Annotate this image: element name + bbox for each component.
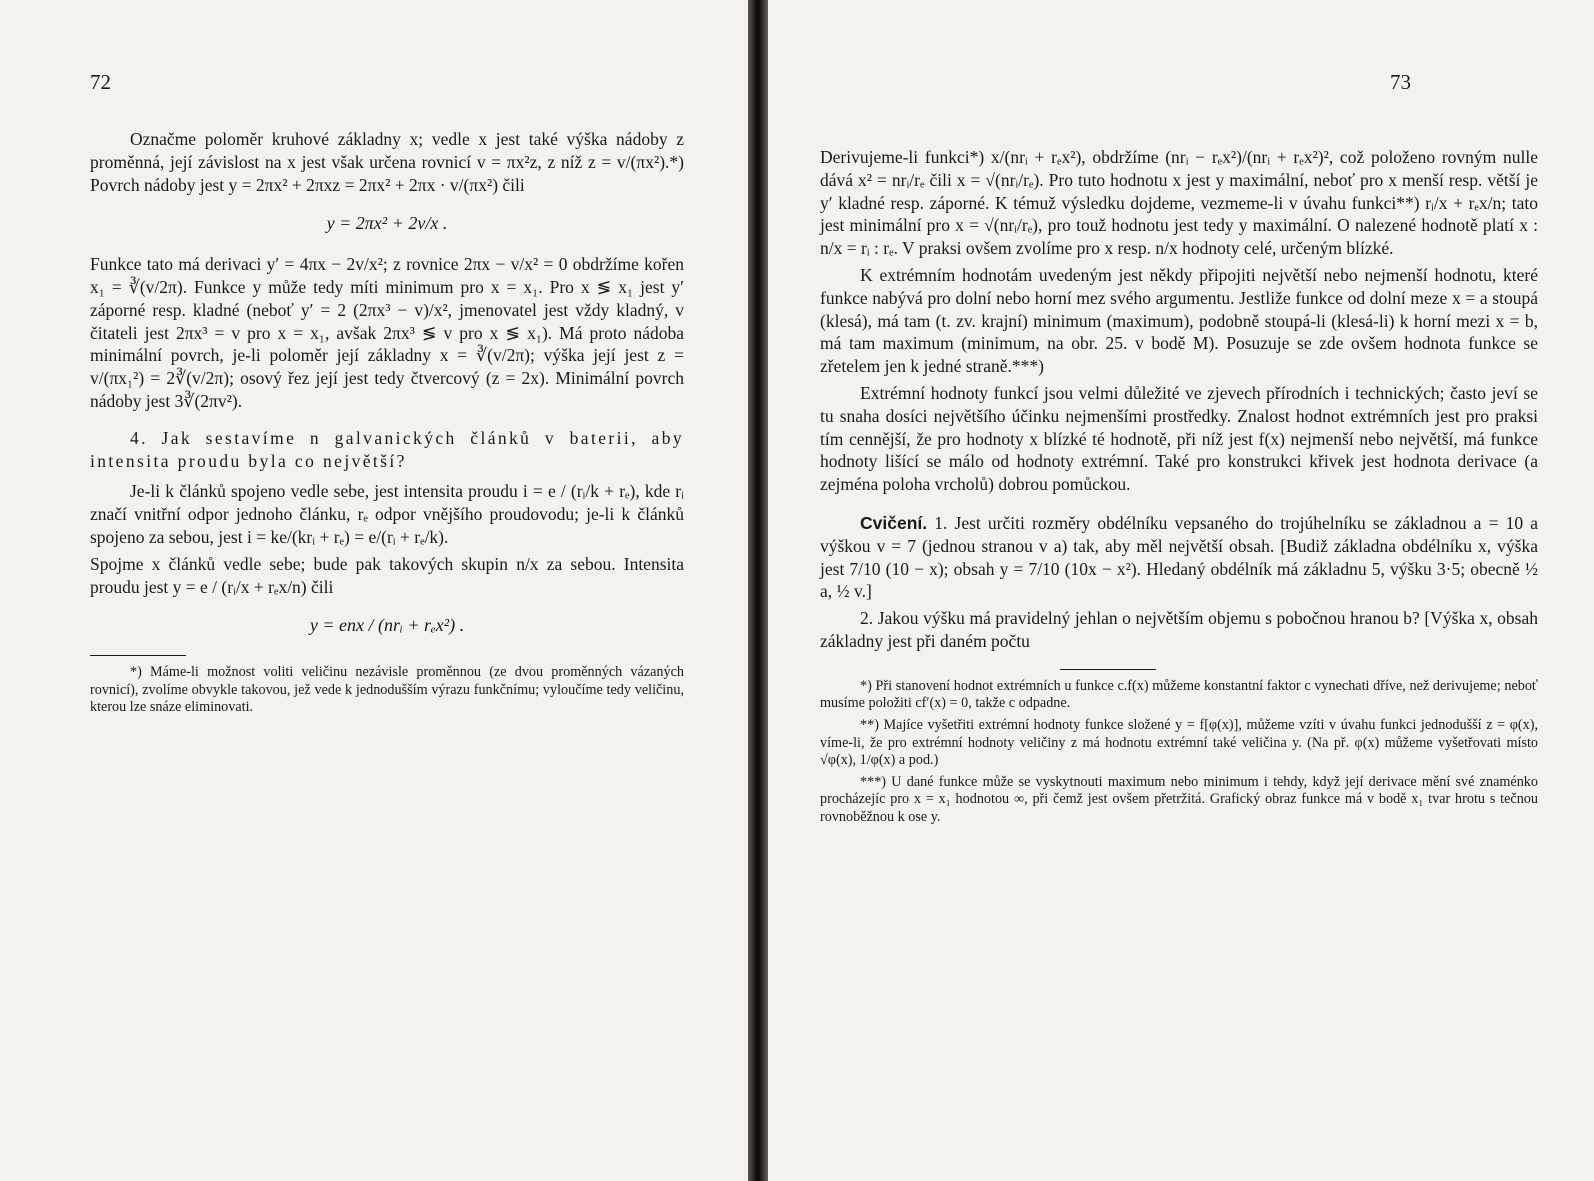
left-page (0, 0, 748, 1181)
left-page-body (90, 128, 684, 721)
page-number: 73 (1390, 70, 1411, 94)
page-number: 72 (90, 70, 111, 94)
footnote: *) Máme-li možnost voliti veličinu nezávisle proměnnou (ze dvou proměnných vázaných rovnicí), zvolíme obvykle takovou, jež vede k jednodušším výrazu funkčnímu; vyloučíme tedy veličinu, kterou lze snáze eliminovati. (90, 664, 684, 716)
equation: y = 2πx² + 2v/x . (326, 213, 448, 234)
equation: y = enx / (nrᵢ + rₑx²) . (309, 615, 465, 636)
paragraph: Je-li k článků spojeno vedle sebe, jest intensita proudu i = e / (rᵢ/k + rₑ), kde rᵢ značí vnitřní odpor jednoho článku, rₑ odpor vnějšího proudovodu; je-li k článků spojeno za sebou, jest i = ke/(krᵢ + rₑ) = e/(rᵢ + rₑ/k). (90, 481, 684, 547)
footnote: **) Majíce vyšetřiti extrémní hodnoty funkce složené y = f[φ(x)], můžeme vzíti v úvahu funkci jednodušší z = φ(x), víme-li, že pro extrémní hodnoty veličiny z má hodnotu extrémní také veličina y. (Na př. φ(x) můžeme vyšetřovati místo √φ(x), 1/φ(x) a pod.) (820, 716, 1538, 769)
exercise-2: 2. Jakou výšku má pravidelný jehlan o největším objemu s pobočnou hranou b? [Výška x, obsah základny jest při daném počtu (820, 608, 1538, 651)
paragraph: Spojme x článků vedle sebe; bude pak takových skupin n/x za sebou. Intensita proudu jest y = e / (rᵢ/x + rₑx/n) čili (90, 553, 684, 597)
exercises-label: Cvičení. (860, 512, 928, 533)
paragraph: K extrémním hodnotám uvedeným jest někdy připojiti největší nebo nejmenší hodnotu, které funkce nabývá pro dolní nebo horní mez svého argumentu. Jestliže funkce od dolní meze x = a stoupá (klesá), má tam (t. zv. krajní) minimum (maximum), podobně stoupá-li (klesá-li) k horní mezi x = b, má tam maximum (minimum, na obr. 25. v bodě M). Posuzuje se zde ovšem hodnota funkce se zřetelem jen k jedné straně.***) (820, 264, 1538, 377)
right-page (768, 0, 1594, 1181)
exercise-1 (820, 512, 1538, 603)
exercises (820, 512, 1538, 653)
footnote: ***) U dané funkce může se vyskytnouti maximum nebo minimum i tehdy, když její derivace mění své znaménko procházejíc pro x = x₁ hodnotou ∞, při čemž jest ovšem přetržitá. Grafický obraz funkce má v bodě x₁ tvar hrotu s tečnou rovnoběžnou k ose y. (820, 773, 1538, 825)
book-gutter (748, 0, 768, 1181)
paragraph: Označme poloměr kruhové základny x; vedle x jest také výška nádoby z proměnná, její závislost na x jest však určena rovnicí v = πx²z, z níž z = v/(πx²).*) Povrch nádoby jest y = 2πx² + 2πxz = 2πx² + 2πx · v/(πx²) čili (90, 129, 684, 195)
paragraph: Extrémní hodnoty funkcí jsou velmi důležité ve zjevech přírodních i technických; často jeví se tu snaha dosíci největšího účinku nejmenšími prostředky. Znalost hodnot extrémních jest pro praksi tím cennější, že pro hodnoty x blízké té hodnotě, při níž jest f(x) nejmenší nebo největší, má funkce hodnoty lišící se málo od hodnoty extrémní. Také pro konstrukci křivek jest hodnota derivace (a zejména poloha vrcholů) dobrou pomůckou. (820, 382, 1538, 495)
footnote: *) Při stanovení hodnot extrémních u funkce c.f(x) můžeme konstantní faktor c vynechati dříve, než derivujeme; neboť musíme položiti cf′(x) = 0, takže c odpadne. (820, 677, 1538, 712)
paragraph: Funkce tato má derivaci y′ = 4πx − 2v/x²; z rovnice 2πx − v/x² = 0 obdržíme kořen x₁ = ∛(v/2π). Funkce y může tedy míti minimum pro x = x₁. Pro x ≶ x₁ jest y′ záporné resp. kladné (neboť y′ = 2 (2πx³ − v)/x², jmenovatel jest vždy kladný, v čitateli jest 2πx³ = v pro x = x₁, avšak 2πx³ ≶ v pro x ≶ x₁). Má proto nádoba minimální povrch, je-li poloměr její základny x = ∛(v/2π); výška její jest z = v/(πx₁²) = 2∛(v/2π); osový řez její jest tedy čtvercový (z = 2x). Minimální povrch nádoby jest 3∛(2πv²). (90, 254, 684, 411)
footnote-rule (1060, 669, 1156, 670)
section-heading: 4. Jak sestavíme n galvanických článků v baterii, aby intensita proudu byla co největší? (90, 427, 684, 471)
footnote-rule (90, 655, 186, 656)
right-page-body (820, 146, 1538, 830)
exercise-text: 1. Jest určiti rozměry obdélníku vepsaného do trojúhelníku se základnou a = 10 a výškou v = 7 (jednou stranou v a) tak, aby měl největší obsah. [Budiž základna obdélníku x, výška jest 7/10 (10 − x); obsah y = 7/10 (10x − x²). Hledaný obdélník má základnu 5, výšku 3·5; obecně ½ a, ½ v.] (820, 512, 1538, 602)
paragraph: Derivujeme-li funkci*) x/(nrᵢ + rₑx²), obdržíme (nrᵢ − rₑx²)/(nrᵢ + rₑx²)², což položeno rovným nulle dává x² = nrᵢ/rₑ čili x = √(nrᵢ/rₑ). Pro tuto hodnotu x jest y maximální, neboť pro x menší resp. větší je y′ kladné resp. záporné. K témuž výsledku dojdeme, vezmeme-li v úvahu funkci**) rᵢ/x + rₑx/n; tato jest minimální pro x = √(nrᵢ/rₑ), pro touž hodnotu jest tedy y maximální. O nalezené hodnotě platí x : n/x = rᵢ : rₑ. V praksi ovšem zvolíme pro x resp. n/x hodnoty celé, určeným blízké. (820, 147, 1538, 259)
